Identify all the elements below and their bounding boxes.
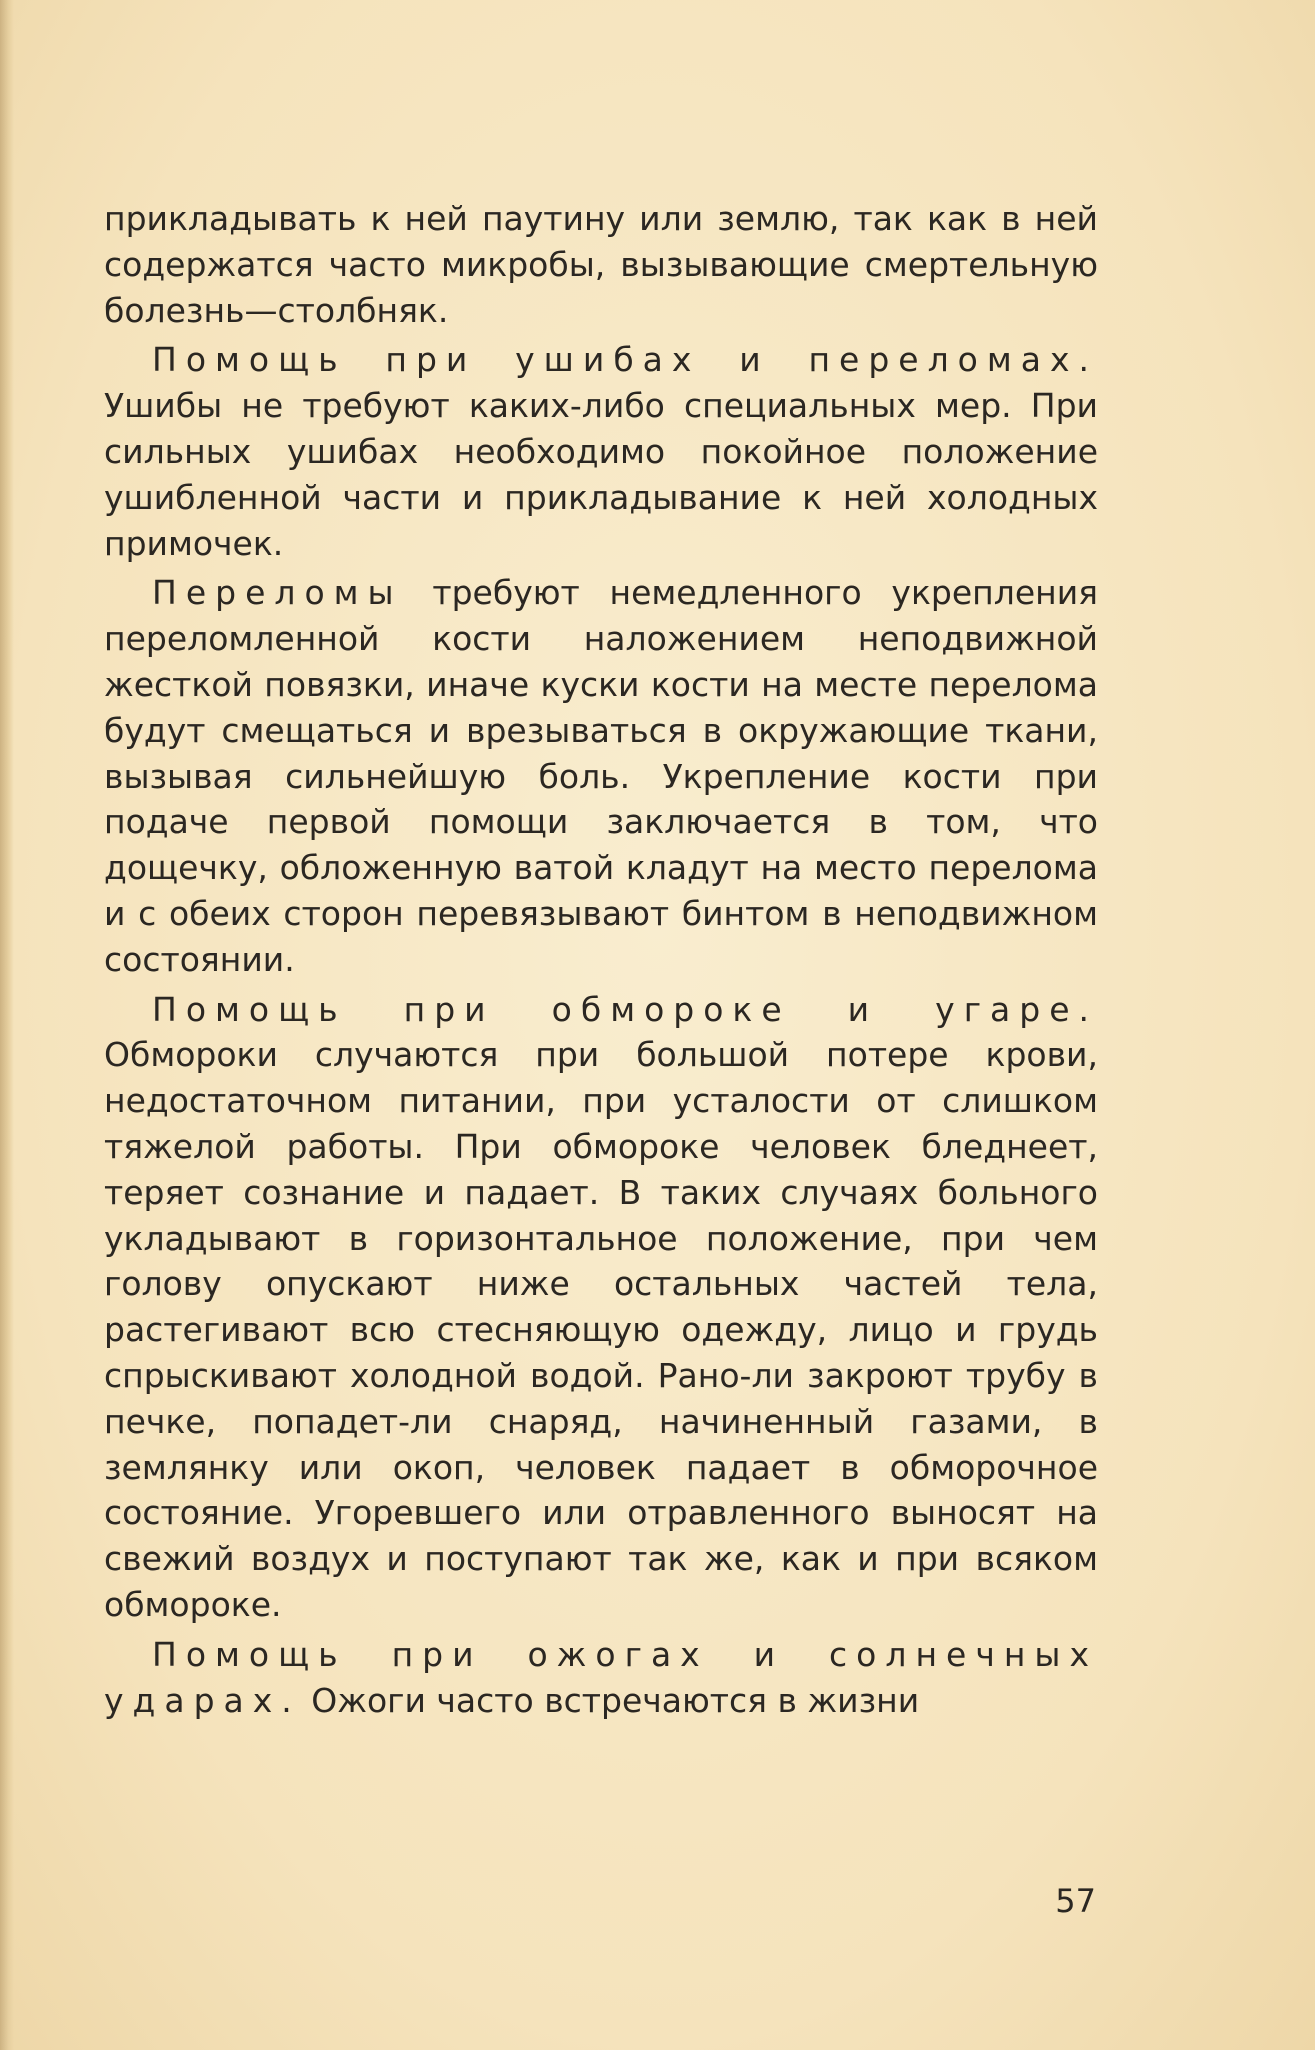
paragraph-fractures: [104, 570, 1098, 982]
paragraph-continuation: [104, 196, 1098, 333]
section-heading-bruises-fractures: Помощь при ушибах и переломах.: [152, 340, 1098, 380]
section-heading-burns: Помощь при ожогах и солнечных ударах.: [104, 1634, 1098, 1720]
page-number: 57: [1055, 1882, 1096, 1920]
paragraph-burns: [104, 1632, 1098, 1724]
paragraph-text: требуют немедленного укрепления переломленной кости наложением неподвижной жесткой повязки, иначе куски кости на месте перелома будут смещаться и врезываться в окружающие ткани, вызывая сильнейшую боль. Укрепление кости при подаче первой помощи заключается в том, что дощечку, обложенную ватой кладут на место перелома и с обеих сторон перевязывают бинтом в неподвижном состоянии.: [104, 573, 1098, 979]
page-binding-edge: [0, 0, 14, 2050]
paragraph-text: Обмороки случаются при большой потере крови, недостаточном питании, при усталости от слишком тяжелой работы. При обмороке человек бледнеет, теряет сознание и падает. В таких случаях больного укладывают в горизонтальное положение, при чем голову опускают ниже остальных частей тела, растегивают всю стесняющую одежду, лицо и грудь спрыскивают холодной водой. Рано-ли закроют трубу в печке, попадет-ли снаряд, начиненный газами, в землянку или окоп, человек падает в обморочное состояние. Угоревшего или отравленного выносят на свежий воздух и поступают так же, как и при всяком обмороке.: [104, 1035, 1098, 1624]
section-heading-fractures: Переломы: [152, 573, 403, 613]
section-heading-fainting: Помощь при обмороке и угаре.: [152, 989, 1098, 1029]
paragraph-text: Ожоги часто встречаются в жизни: [300, 1680, 920, 1720]
paragraph-bruises: [104, 337, 1098, 566]
paragraph-text: Ушибы не требуют каких-либо специальных мер. При сильных ушибах необходимо покойное положение ушибленной части и прикладывание к ней холодных примочек.: [104, 386, 1098, 563]
paragraph-text: прикладывать к ней паутину или землю, так как в ней содержатся часто микробы, вызывающие смертельную болезнь—столбняк.: [104, 199, 1098, 330]
body-text: [104, 196, 1098, 1723]
paragraph-fainting: [104, 987, 1098, 1628]
